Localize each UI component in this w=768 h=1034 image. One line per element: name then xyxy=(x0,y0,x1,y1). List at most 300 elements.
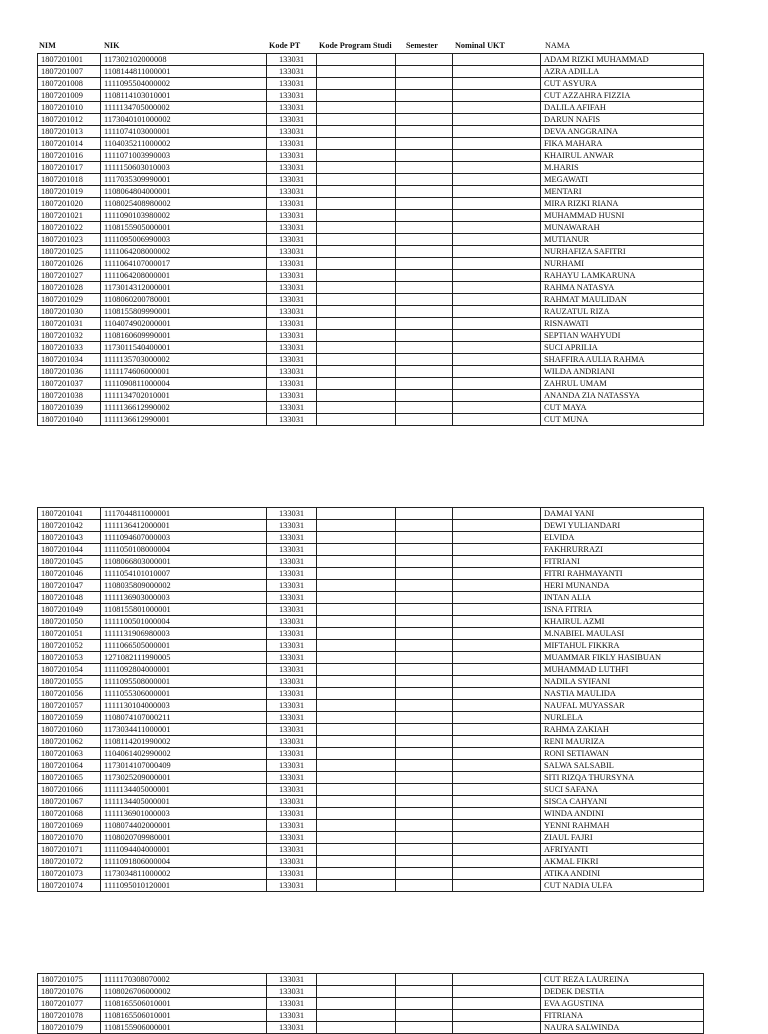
table-row xyxy=(38,652,704,664)
table-row xyxy=(38,532,704,544)
nominal-ukt-cell xyxy=(453,294,541,306)
nama-cell: DEVA ANGGRAINA xyxy=(541,126,704,138)
nominal-ukt-cell xyxy=(453,544,541,556)
kode-prodi-cell xyxy=(317,210,396,222)
nik-cell: 1111090103980002 xyxy=(101,210,267,222)
semester-cell xyxy=(396,640,453,652)
kode-prodi-cell xyxy=(317,580,396,592)
kode-prodi-cell xyxy=(317,1022,396,1034)
nik-cell: 1117044811000001 xyxy=(101,508,267,520)
column-header-row xyxy=(0,39,768,53)
kode-prodi-cell xyxy=(317,318,396,330)
nim-cell: 1807201074 xyxy=(38,880,101,892)
nik-cell: 1111136612990001 xyxy=(101,414,267,426)
nominal-ukt-cell xyxy=(453,820,541,832)
semester-cell xyxy=(396,652,453,664)
nik-cell: 1108165506010001 xyxy=(101,1010,267,1022)
semester-cell xyxy=(396,556,453,568)
nik-cell: 1111066505000001 xyxy=(101,640,267,652)
semester-cell xyxy=(396,868,453,880)
nim-cell: 1807201042 xyxy=(38,520,101,532)
table-row xyxy=(38,198,704,210)
nik-cell: 1111150603010003 xyxy=(101,162,267,174)
semester-cell xyxy=(396,700,453,712)
nama-cell: FIKA MAHARA xyxy=(541,138,704,150)
kode-pt-cell: 133031 xyxy=(267,688,317,700)
kode-pt-cell: 133031 xyxy=(267,856,317,868)
nik-cell: 1111130104000003 xyxy=(101,700,267,712)
nim-cell: 1807201038 xyxy=(38,390,101,402)
semester-cell xyxy=(396,330,453,342)
nik-cell: 1111090811000004 xyxy=(101,378,267,390)
nominal-ukt-cell xyxy=(453,402,541,414)
kode-pt-cell: 133031 xyxy=(267,880,317,892)
semester-cell xyxy=(396,282,453,294)
kode-pt-cell: 133031 xyxy=(267,186,317,198)
nik-cell: 1111054101010007 xyxy=(101,568,267,580)
nik-cell: 1111050108000004 xyxy=(101,544,267,556)
nama-cell: AZRA ADILLA xyxy=(541,66,704,78)
nama-cell: MUAMMAR FIKLY HASIBUAN xyxy=(541,652,704,664)
header-nik: NIK xyxy=(104,41,120,50)
kode-pt-cell: 133031 xyxy=(267,640,317,652)
nama-cell: NAURA SALWINDA xyxy=(541,1022,704,1034)
table-row xyxy=(38,102,704,114)
table-row xyxy=(38,330,704,342)
table-row xyxy=(38,700,704,712)
nik-cell: 1108155905000001 xyxy=(101,222,267,234)
kode-pt-cell: 133031 xyxy=(267,162,317,174)
table-row xyxy=(38,760,704,772)
nama-cell: MUHAMMAD HUSNI xyxy=(541,210,704,222)
nim-cell: 1807201045 xyxy=(38,556,101,568)
nim-cell: 1807201056 xyxy=(38,688,101,700)
nama-cell: MUTIANUR xyxy=(541,234,704,246)
nominal-ukt-cell xyxy=(453,616,541,628)
nama-cell: WILDA ANDRIANI xyxy=(541,366,704,378)
nama-cell: RAHMA ZAKIAH xyxy=(541,724,704,736)
kode-prodi-cell xyxy=(317,772,396,784)
nim-cell: 1807201022 xyxy=(38,222,101,234)
nominal-ukt-cell xyxy=(453,760,541,772)
kode-pt-cell: 133031 xyxy=(267,366,317,378)
kode-pt-cell: 133031 xyxy=(267,90,317,102)
nominal-ukt-cell xyxy=(453,234,541,246)
nik-cell: 1111064208000002 xyxy=(101,246,267,258)
nominal-ukt-cell xyxy=(453,580,541,592)
nominal-ukt-cell xyxy=(453,736,541,748)
nik-cell: 1108074107000211 xyxy=(101,712,267,724)
kode-prodi-cell xyxy=(317,568,396,580)
nim-cell: 1807201064 xyxy=(38,760,101,772)
header-nim: NIM xyxy=(39,41,56,50)
semester-cell xyxy=(396,198,453,210)
nim-cell: 1807201007 xyxy=(38,66,101,78)
table-row xyxy=(38,126,704,138)
nominal-ukt-cell xyxy=(453,186,541,198)
kode-pt-cell: 133031 xyxy=(267,592,317,604)
nominal-ukt-cell xyxy=(453,532,541,544)
kode-pt-cell: 133031 xyxy=(267,664,317,676)
table-row xyxy=(38,162,704,174)
table-row xyxy=(38,844,704,856)
nama-cell: NASTIA MAULIDA xyxy=(541,688,704,700)
kode-prodi-cell xyxy=(317,760,396,772)
semester-cell xyxy=(396,402,453,414)
kode-pt-cell: 133031 xyxy=(267,318,317,330)
nim-cell: 1807201029 xyxy=(38,294,101,306)
nama-cell: FITRI RAHMAYANTI xyxy=(541,568,704,580)
table-row xyxy=(38,508,704,520)
nik-cell: 1108064804000001 xyxy=(101,186,267,198)
header-semester: Semester xyxy=(406,41,438,50)
nim-cell: 1807201039 xyxy=(38,402,101,414)
kode-prodi-cell xyxy=(317,342,396,354)
semester-cell xyxy=(396,832,453,844)
nama-cell: CUT REZA LAUREINA xyxy=(541,974,704,986)
nominal-ukt-cell xyxy=(453,688,541,700)
kode-pt-cell: 133031 xyxy=(267,986,317,998)
kode-prodi-cell xyxy=(317,808,396,820)
nik-cell: 1173014312000001 xyxy=(101,282,267,294)
nama-cell: ELVIDA xyxy=(541,532,704,544)
nik-cell: 1111071003990003 xyxy=(101,150,267,162)
nik-cell: 1117035309990001 xyxy=(101,174,267,186)
nim-cell: 1807201066 xyxy=(38,784,101,796)
nim-cell: 1807201075 xyxy=(38,974,101,986)
nim-cell: 1807201030 xyxy=(38,306,101,318)
nama-cell: NAUFAL MUYASSAR xyxy=(541,700,704,712)
nama-cell: CUT MUNA xyxy=(541,414,704,426)
nim-cell: 1807201068 xyxy=(38,808,101,820)
table-row xyxy=(38,246,704,258)
table-row xyxy=(38,234,704,246)
nama-cell: SEPTIAN WAHYUDI xyxy=(541,330,704,342)
nama-cell: FITRIANI xyxy=(541,556,704,568)
semester-cell xyxy=(396,318,453,330)
table-row xyxy=(38,568,704,580)
nim-cell: 1807201033 xyxy=(38,342,101,354)
nim-cell: 1807201041 xyxy=(38,508,101,520)
nim-cell: 1807201047 xyxy=(38,580,101,592)
semester-cell xyxy=(396,820,453,832)
nominal-ukt-cell xyxy=(453,366,541,378)
semester-cell xyxy=(396,138,453,150)
semester-cell xyxy=(396,724,453,736)
kode-prodi-cell xyxy=(317,198,396,210)
semester-cell xyxy=(396,186,453,198)
kode-prodi-cell xyxy=(317,640,396,652)
kode-pt-cell: 133031 xyxy=(267,998,317,1010)
table-row xyxy=(38,856,704,868)
kode-pt-cell: 133031 xyxy=(267,378,317,390)
nik-cell: 1173040101000002 xyxy=(101,114,267,126)
kode-prodi-cell xyxy=(317,66,396,78)
nim-cell: 1807201017 xyxy=(38,162,101,174)
header-nominal-ukt: Nominal UKT xyxy=(455,41,505,50)
kode-prodi-cell xyxy=(317,604,396,616)
kode-pt-cell: 133031 xyxy=(267,724,317,736)
table-row xyxy=(38,640,704,652)
kode-prodi-cell xyxy=(317,270,396,282)
nominal-ukt-cell xyxy=(453,856,541,868)
kode-prodi-cell xyxy=(317,974,396,986)
nim-cell: 1807201059 xyxy=(38,712,101,724)
nominal-ukt-cell xyxy=(453,102,541,114)
semester-cell xyxy=(396,688,453,700)
kode-prodi-cell xyxy=(317,126,396,138)
semester-cell xyxy=(396,66,453,78)
nama-cell: KHAIRUL ANWAR xyxy=(541,150,704,162)
table-row xyxy=(38,414,704,426)
nominal-ukt-cell xyxy=(453,880,541,892)
nim-cell: 1807201036 xyxy=(38,366,101,378)
semester-cell xyxy=(396,1010,453,1022)
nim-cell: 1807201028 xyxy=(38,282,101,294)
nama-cell: SISCA CAHYANI xyxy=(541,796,704,808)
table-row xyxy=(38,724,704,736)
kode-prodi-cell xyxy=(317,520,396,532)
semester-cell xyxy=(396,1022,453,1034)
nama-cell: SALWA SALSABIL xyxy=(541,760,704,772)
nik-cell: 1111135703000002 xyxy=(101,354,267,366)
semester-cell xyxy=(396,880,453,892)
nim-cell: 1807201027 xyxy=(38,270,101,282)
nik-cell: 1111095504000002 xyxy=(101,78,267,90)
kode-pt-cell: 133031 xyxy=(267,234,317,246)
nominal-ukt-cell xyxy=(453,868,541,880)
table-row xyxy=(38,688,704,700)
nama-cell: SITI RIZQA THURSYNA xyxy=(541,772,704,784)
student-table-block-1 xyxy=(37,53,704,426)
nik-cell: 1108035809000002 xyxy=(101,580,267,592)
nama-cell: ISNA FITRIA xyxy=(541,604,704,616)
nama-cell: RAHMA NATASYA xyxy=(541,282,704,294)
nominal-ukt-cell xyxy=(453,138,541,150)
semester-cell xyxy=(396,222,453,234)
nim-cell: 1807201063 xyxy=(38,748,101,760)
nik-cell: 1111131906980003 xyxy=(101,628,267,640)
nim-cell: 1807201025 xyxy=(38,246,101,258)
nik-cell: 1108114201990002 xyxy=(101,736,267,748)
semester-cell xyxy=(396,604,453,616)
table-row xyxy=(38,616,704,628)
nim-cell: 1807201020 xyxy=(38,198,101,210)
nik-cell: 1173034811000002 xyxy=(101,868,267,880)
kode-prodi-cell xyxy=(317,532,396,544)
kode-prodi-cell xyxy=(317,556,396,568)
kode-pt-cell: 133031 xyxy=(267,222,317,234)
table-row xyxy=(38,210,704,222)
nik-cell: 117302102000008 xyxy=(101,54,267,66)
nik-cell: 1111100501000004 xyxy=(101,616,267,628)
kode-pt-cell: 133031 xyxy=(267,568,317,580)
kode-pt-cell: 133031 xyxy=(267,628,317,640)
kode-prodi-cell xyxy=(317,54,396,66)
semester-cell xyxy=(396,748,453,760)
kode-pt-cell: 133031 xyxy=(267,294,317,306)
kode-prodi-cell xyxy=(317,868,396,880)
nama-cell: YENNI RAHMAH xyxy=(541,820,704,832)
semester-cell xyxy=(396,342,453,354)
nominal-ukt-cell xyxy=(453,1010,541,1022)
kode-prodi-cell xyxy=(317,102,396,114)
kode-pt-cell: 133031 xyxy=(267,1022,317,1034)
nominal-ukt-cell xyxy=(453,54,541,66)
kode-pt-cell: 133031 xyxy=(267,700,317,712)
nominal-ukt-cell xyxy=(453,414,541,426)
semester-cell xyxy=(396,210,453,222)
nama-cell: DEWI YULIANDARI xyxy=(541,520,704,532)
table-row xyxy=(38,174,704,186)
nik-cell: 1108026706000002 xyxy=(101,986,267,998)
semester-cell xyxy=(396,258,453,270)
kode-pt-cell: 133031 xyxy=(267,138,317,150)
semester-cell xyxy=(396,508,453,520)
table-row xyxy=(38,318,704,330)
semester-cell xyxy=(396,520,453,532)
kode-prodi-cell xyxy=(317,306,396,318)
kode-prodi-cell xyxy=(317,258,396,270)
nik-cell: 1111134405000001 xyxy=(101,784,267,796)
nama-cell: RAUZATUL RIZA xyxy=(541,306,704,318)
kode-pt-cell: 133031 xyxy=(267,736,317,748)
nim-cell: 1807201054 xyxy=(38,664,101,676)
student-table-block-3 xyxy=(37,973,704,1034)
nominal-ukt-cell xyxy=(453,342,541,354)
kode-prodi-cell xyxy=(317,414,396,426)
table-row xyxy=(38,186,704,198)
nim-cell: 1807201070 xyxy=(38,832,101,844)
semester-cell xyxy=(396,150,453,162)
nim-cell: 1807201037 xyxy=(38,378,101,390)
nik-cell: 1108114103010001 xyxy=(101,90,267,102)
kode-prodi-cell xyxy=(317,508,396,520)
header-nama: NAMA xyxy=(545,41,571,50)
nama-cell: MEGAWATI xyxy=(541,174,704,186)
nim-cell: 1807201001 xyxy=(38,54,101,66)
kode-pt-cell: 133031 xyxy=(267,330,317,342)
kode-prodi-cell xyxy=(317,724,396,736)
nominal-ukt-cell xyxy=(453,568,541,580)
nominal-ukt-cell xyxy=(453,700,541,712)
table-row xyxy=(38,258,704,270)
kode-prodi-cell xyxy=(317,390,396,402)
nama-cell: WINDA ANDINI xyxy=(541,808,704,820)
nik-cell: 1111170308070002 xyxy=(101,974,267,986)
table-row xyxy=(38,90,704,102)
kode-pt-cell: 133031 xyxy=(267,748,317,760)
nama-cell: AKMAL FIKRI xyxy=(541,856,704,868)
nama-cell: FAKHRURRAZI xyxy=(541,544,704,556)
nominal-ukt-cell xyxy=(453,90,541,102)
semester-cell xyxy=(396,414,453,426)
nim-cell: 1807201034 xyxy=(38,354,101,366)
kode-prodi-cell xyxy=(317,150,396,162)
nik-cell: 1111136901000003 xyxy=(101,808,267,820)
table-row xyxy=(38,354,704,366)
kode-prodi-cell xyxy=(317,1010,396,1022)
semester-cell xyxy=(396,616,453,628)
nim-cell: 1807201021 xyxy=(38,210,101,222)
nik-cell: 1108025408980002 xyxy=(101,198,267,210)
kode-prodi-cell xyxy=(317,820,396,832)
nik-cell: 1111064107000017 xyxy=(101,258,267,270)
nominal-ukt-cell xyxy=(453,986,541,998)
nama-cell: NURLELA xyxy=(541,712,704,724)
table-row xyxy=(38,114,704,126)
kode-pt-cell: 133031 xyxy=(267,772,317,784)
kode-prodi-cell xyxy=(317,784,396,796)
nama-cell: ZAHRUL UMAM xyxy=(541,378,704,390)
nominal-ukt-cell xyxy=(453,210,541,222)
semester-cell xyxy=(396,162,453,174)
nama-cell: CUT NADIA ULFA xyxy=(541,880,704,892)
nominal-ukt-cell xyxy=(453,808,541,820)
kode-prodi-cell xyxy=(317,796,396,808)
nim-cell: 1807201055 xyxy=(38,676,101,688)
table-row xyxy=(38,402,704,414)
table-row xyxy=(38,282,704,294)
kode-prodi-cell xyxy=(317,592,396,604)
nominal-ukt-cell xyxy=(453,162,541,174)
kode-pt-cell: 133031 xyxy=(267,604,317,616)
kode-pt-cell: 133031 xyxy=(267,532,317,544)
table-row xyxy=(38,138,704,150)
nominal-ukt-cell xyxy=(453,748,541,760)
kode-pt-cell: 133031 xyxy=(267,520,317,532)
nik-cell: 1173014107000409 xyxy=(101,760,267,772)
student-table-block-2 xyxy=(37,507,704,892)
semester-cell xyxy=(396,102,453,114)
kode-prodi-cell xyxy=(317,736,396,748)
nama-cell: INTAN ALIA xyxy=(541,592,704,604)
table-row xyxy=(38,796,704,808)
table-row xyxy=(38,880,704,892)
table-row xyxy=(38,820,704,832)
kode-prodi-cell xyxy=(317,998,396,1010)
kode-prodi-cell xyxy=(317,378,396,390)
semester-cell xyxy=(396,784,453,796)
nominal-ukt-cell xyxy=(453,318,541,330)
kode-pt-cell: 133031 xyxy=(267,784,317,796)
nik-cell: 1173025209000001 xyxy=(101,772,267,784)
nominal-ukt-cell xyxy=(453,150,541,162)
nama-cell: CUT MAYA xyxy=(541,402,704,414)
header-kode-prodi: Kode Program Studi xyxy=(319,41,392,50)
nominal-ukt-cell xyxy=(453,78,541,90)
nik-cell: 1108160609990001 xyxy=(101,330,267,342)
nim-cell: 1807201069 xyxy=(38,820,101,832)
nim-cell: 1807201077 xyxy=(38,998,101,1010)
kode-prodi-cell xyxy=(317,246,396,258)
nik-cell: 1111174606000001 xyxy=(101,366,267,378)
kode-prodi-cell xyxy=(317,748,396,760)
nominal-ukt-cell xyxy=(453,198,541,210)
nik-cell: 1111136412000001 xyxy=(101,520,267,532)
kode-pt-cell: 133031 xyxy=(267,402,317,414)
kode-pt-cell: 133031 xyxy=(267,508,317,520)
kode-pt-cell: 133031 xyxy=(267,102,317,114)
table-row xyxy=(38,736,704,748)
kode-prodi-cell xyxy=(317,544,396,556)
table-row xyxy=(38,998,704,1010)
nama-cell: M.HARIS xyxy=(541,162,704,174)
nama-cell: RAHMAT MAULIDAN xyxy=(541,294,704,306)
nama-cell: NADILA SYIFANI xyxy=(541,676,704,688)
semester-cell xyxy=(396,78,453,90)
kode-prodi-cell xyxy=(317,628,396,640)
